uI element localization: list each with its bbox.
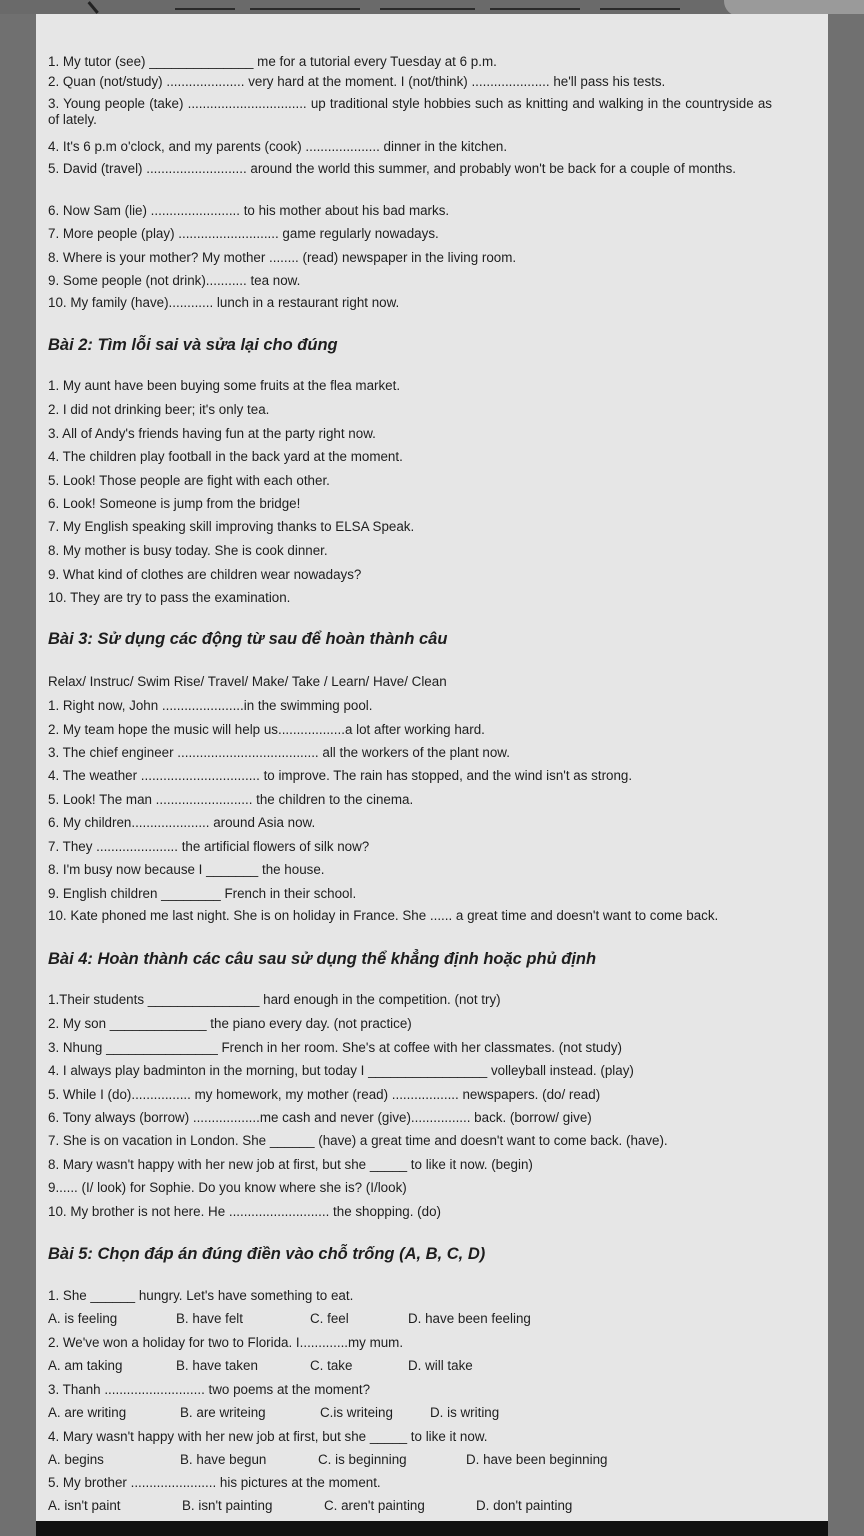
exercise-line: 8. I'm busy now because I _______ the house. xyxy=(48,862,325,877)
exercise-line: 9. English children ________ French in their school. xyxy=(48,886,357,901)
exercise-line: 1. Right now, John ......................in the swimming pool. xyxy=(48,698,373,713)
option-c: C. aren't painting xyxy=(324,1498,425,1513)
section-heading: Bài 2: Tìm lỗi sai và sửa lại cho đúng xyxy=(48,336,338,354)
option-c: C. feel xyxy=(310,1311,349,1326)
exercise-line: 10. They are try to pass the examination. xyxy=(48,590,291,605)
section-heading: Bài 5: Chọn đáp án đúng điền vào chỗ trống (A, B, C, D) xyxy=(48,1245,486,1263)
exercise-line: 4. It's 6 p.m o'clock, and my parents (cook) .................... dinner in the kitchen. xyxy=(48,139,508,154)
rule-mark xyxy=(490,8,580,10)
option-a: A. begins xyxy=(48,1452,104,1467)
exercise-line: 2. My son _____________ the piano every day. (not practice) xyxy=(48,1016,412,1031)
option-b: B. isn't painting xyxy=(182,1498,273,1513)
top-bar xyxy=(0,0,864,14)
option-d: D. don't painting xyxy=(476,1498,573,1513)
exercise-line: 6. Tony always (borrow) ..................me cash and never (give)................ back. (borrow/ give) xyxy=(48,1110,592,1125)
exercise-line: 3. Nhung _______________ French in her room. She's at coffee with her classmates. (not study) xyxy=(48,1040,622,1055)
exercise-line: 7. More people (play) ........................... game regularly nowadays. xyxy=(48,226,439,241)
option-d: D. will take xyxy=(408,1358,473,1373)
exercise-line: 5. Look! Those people are fight with each other. xyxy=(48,473,330,488)
exercise-line: 4. I always play badminton in the morning, but today I ________________ volleyball instead. (play) xyxy=(48,1063,634,1078)
exercise-line: 9. What kind of clothes are children wear nowadays? xyxy=(48,567,362,582)
exercise-line: 8. My mother is busy today. She is cook dinner. xyxy=(48,543,328,558)
exercise-line: 7. My English speaking skill improving thanks to ELSA Speak. xyxy=(48,519,415,534)
question-text: 5. My brother ....................... his pictures at the moment. xyxy=(48,1475,381,1490)
option-b: B. have felt xyxy=(176,1311,243,1326)
option-a: A. is feeling xyxy=(48,1311,118,1326)
exercise-line: 2. I did not drinking beer; it's only tea. xyxy=(48,402,270,417)
exercise-line: 6. Look! Someone is jump from the bridge! xyxy=(48,496,301,511)
option-b: B. have taken xyxy=(176,1358,258,1373)
exercise-line: 10. My family (have)............ lunch in a restaurant right now. xyxy=(48,295,400,310)
exercise-line: 9. Some people (not drink)........... tea now. xyxy=(48,273,301,288)
rule-mark xyxy=(380,8,475,10)
exercise-line: 3. All of Andy's friends having fun at the party right now. xyxy=(48,426,376,441)
exercise-line: 8. Mary wasn't happy with her new job at first, but she _____ to like it now. (begin) xyxy=(48,1157,533,1172)
exercise-line: 3. The chief engineer ...................................... all the workers of the plant now. xyxy=(48,745,510,760)
overlay-shape xyxy=(724,0,864,14)
question-text: 1. She ______ hungry. Let's have something to eat. xyxy=(48,1288,354,1303)
option-a: A. am taking xyxy=(48,1358,123,1373)
exercise-line: 9...... (I/ look) for Sophie. Do you know where she is? (I/look) xyxy=(48,1180,407,1195)
exercise-line: 1.Their students _______________ hard enough in the competition. (not try) xyxy=(48,992,501,1007)
exercise-line: 4. The weather ................................ to improve. The rain has stopped, and the wind isn't as strong. xyxy=(48,768,633,783)
option-b: B. are writeing xyxy=(180,1405,266,1420)
exercise-line: 1. My aunt have been buying some fruits at the flea market. xyxy=(48,378,401,393)
question-text: 3. Thanh ........................... two poems at the moment? xyxy=(48,1382,371,1397)
rule-mark xyxy=(600,8,680,10)
option-d: D. have been feeling xyxy=(408,1311,531,1326)
rule-mark xyxy=(175,8,235,10)
back-arrow-icon xyxy=(87,0,109,14)
exercise-line: 2. My team hope the music will help us..................a lot after working hard. xyxy=(48,722,485,737)
exercise-line: 5. While I (do)................ my homework, my mother (read) .................. newspapers. (do/ read) xyxy=(48,1087,601,1102)
option-c: C. is beginning xyxy=(318,1452,407,1467)
rule-mark xyxy=(250,8,360,10)
section-heading: Bài 3: Sử dụng các động từ sau để hoàn thành câu xyxy=(48,630,448,648)
question-text: 4. Mary wasn't happy with her new job at first, but she _____ to like it now. xyxy=(48,1429,488,1444)
exercise-line: 10. Kate phoned me last night. She is on holiday in France. She ...... a great time and doesn't want to come back. xyxy=(48,908,719,923)
exercise-line: 5. David (travel) ........................... around the world this summer, and probably won't be back for a couple of months. xyxy=(48,161,737,176)
section-heading: Bài 4: Hoàn thành các câu sau sử dụng thể khẳng định hoặc phủ định xyxy=(48,950,597,968)
exercise-line: 6. Now Sam (lie) ........................ to his mother about his bad marks. xyxy=(48,203,450,218)
exercise-line: 10. My brother is not here. He ........................... the shopping. (do) xyxy=(48,1204,441,1219)
word-bank: Relax/ Instruc/ Swim Rise/ Travel/ Make/ Take / Learn/ Have/ Clean xyxy=(48,674,447,689)
option-c: C. take xyxy=(310,1358,353,1373)
exercise-line: 4. The children play football in the back yard at the moment. xyxy=(48,449,403,464)
exercise-line: 8. Where is your mother? My mother ........ (read) newspaper in the living room. xyxy=(48,250,517,265)
exercise-line: 1. My tutor (see) ______________ me for a tutorial every Tuesday at 6 p.m. xyxy=(48,54,497,69)
exercise-line: 2. Quan (not/study) ..................... very hard at the moment. I (not/think) ..................... he'll pass his tests. xyxy=(48,74,666,89)
option-a: A. isn't paint xyxy=(48,1498,121,1513)
exercise-line: 6. My children..................... around Asia now. xyxy=(48,815,316,830)
option-a: A. are writing xyxy=(48,1405,127,1420)
option-d: D. is writing xyxy=(430,1405,500,1420)
bottom-bar xyxy=(36,1521,828,1536)
exercise-line: 5. Look! The man .......................... the children to the cinema. xyxy=(48,792,414,807)
option-b: B. have begun xyxy=(180,1452,267,1467)
option-c: C.is writeing xyxy=(320,1405,393,1420)
exercise-line: 7. They ...................... the artificial flowers of silk now? xyxy=(48,839,370,854)
exercise-line: 3. Young people (take) ................................ up traditional style hobbies such as knitting and walking in the countryside as of lately. xyxy=(48,96,772,127)
question-text: 2. We've won a holiday for two to Florida. I.............my mum. xyxy=(48,1335,404,1350)
exercise-line: 7. She is on vacation in London. She ______ (have) a great time and doesn't want to come back. (have). xyxy=(48,1133,668,1148)
option-d: D. have been beginning xyxy=(466,1452,608,1467)
